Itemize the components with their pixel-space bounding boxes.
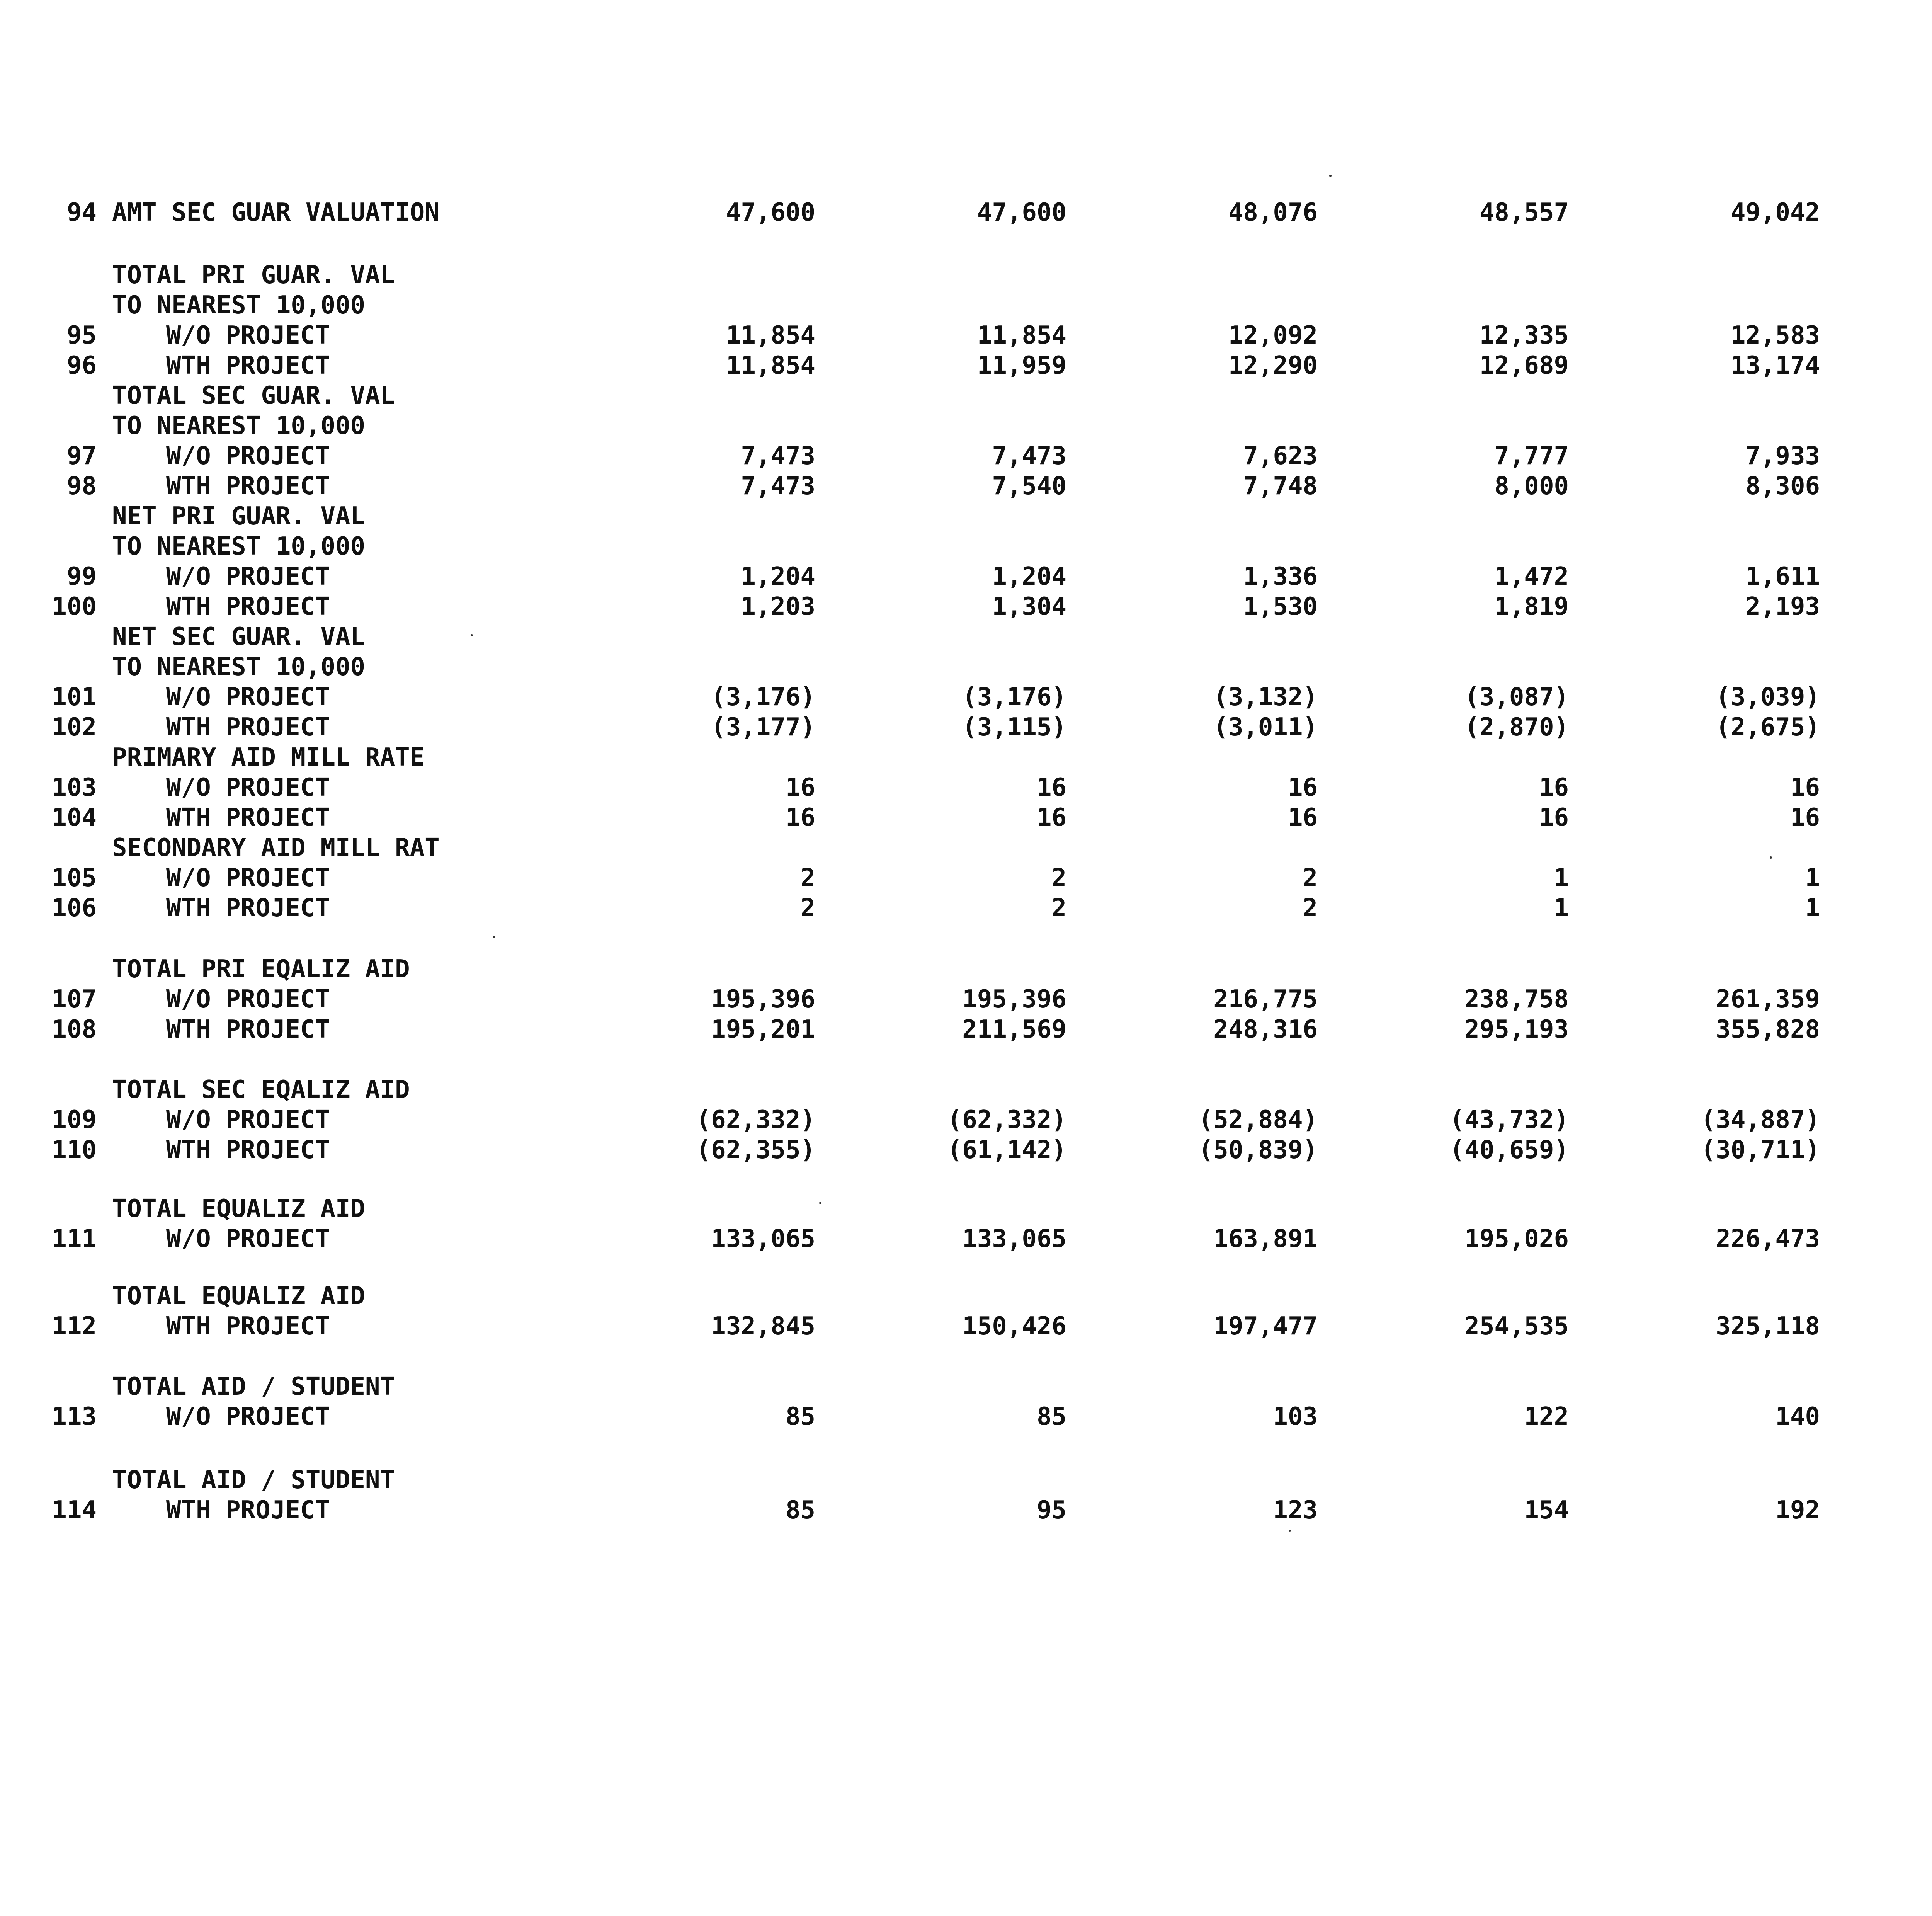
value-cell	[1839, 1495, 1932, 1526]
row-number: 95	[66, 321, 97, 350]
value-cell: (3,176)	[962, 683, 1066, 711]
value-cell: 11,959	[977, 351, 1066, 380]
section-header: TOTAL SEC EQALIZ AID	[112, 1075, 410, 1104]
row-number: 106	[52, 894, 97, 922]
value-cell: 140	[1775, 1402, 1820, 1431]
value-cell: (3,177)	[711, 713, 815, 742]
section-header-row	[0, 1371, 1932, 1402]
section-header: TO NEAREST 10,000	[112, 532, 366, 561]
row-label: WTH PROJECT	[166, 472, 330, 500]
table-row	[0, 863, 1932, 893]
value-cell: 1,204	[992, 562, 1066, 591]
row-number: 104	[52, 803, 97, 832]
value-cell: 16	[1790, 803, 1820, 832]
row-number: 111	[52, 1225, 97, 1253]
value-cell: 1,819	[1494, 592, 1569, 621]
row-number: 112	[52, 1312, 97, 1341]
value-cell: 16	[1287, 773, 1318, 802]
value-cell: 192	[1775, 1496, 1820, 1525]
table-row	[0, 712, 1932, 743]
value-cell: 47,600	[977, 198, 1066, 227]
value-cell: 49,042	[1730, 198, 1820, 227]
table-row	[0, 350, 1932, 381]
value-cell: 16	[1287, 803, 1318, 832]
value-cell: 11,854	[726, 351, 815, 380]
value-cell: (34,887)	[1701, 1106, 1820, 1134]
value-cell: 133,065	[711, 1225, 815, 1253]
value-cell	[1839, 320, 1932, 351]
value-cell: 1,472	[1494, 562, 1569, 591]
value-cell: 12,092	[1228, 321, 1318, 350]
section-header-row	[0, 410, 1932, 441]
row-label: W/O PROJECT	[166, 864, 330, 892]
value-cell: (3,039)	[1716, 683, 1820, 711]
value-cell: 2	[1303, 894, 1318, 922]
section-header-row	[0, 1465, 1932, 1496]
section-header: NET SEC GUAR. VAL	[112, 623, 366, 651]
print-speck	[819, 1202, 821, 1204]
value-cell: 2	[1303, 864, 1318, 892]
value-cell: 1,530	[1243, 592, 1318, 621]
table-row	[0, 772, 1932, 803]
table-row	[0, 441, 1932, 471]
section-header-row	[0, 832, 1932, 863]
section-header-row	[0, 1074, 1932, 1105]
value-cell	[1839, 984, 1932, 1015]
section-header: TO NEAREST 10,000	[112, 653, 366, 681]
section-header-row	[0, 954, 1932, 985]
value-cell: 7,540	[992, 472, 1066, 500]
value-cell: 355,828	[1716, 1015, 1820, 1044]
section-header-row	[0, 531, 1932, 562]
value-cell	[1839, 893, 1932, 924]
value-cell: 1	[1805, 894, 1820, 922]
value-cell: 123	[1273, 1496, 1318, 1525]
value-cell	[1839, 1104, 1932, 1135]
section-header: TOTAL SEC GUAR. VAL	[112, 381, 395, 410]
value-cell: 325,118	[1716, 1312, 1820, 1341]
table-row	[0, 197, 1932, 228]
value-cell: 2	[800, 894, 815, 922]
section-header: TOTAL AID / STUDENT	[112, 1372, 395, 1401]
section-header: TO NEAREST 10,000	[112, 291, 366, 320]
section-header: TO NEAREST 10,000	[112, 412, 366, 440]
value-cell: 85	[1036, 1402, 1066, 1431]
section-header: TOTAL PRI EQALIZ AID	[112, 955, 410, 984]
print-speck	[1329, 175, 1332, 177]
value-cell: 103	[1273, 1402, 1318, 1431]
section-header: NET PRI GUAR. VAL	[112, 502, 366, 531]
value-cell	[1839, 471, 1932, 502]
table-row	[0, 984, 1932, 1015]
row-number: 108	[52, 1015, 97, 1044]
value-cell: 11,854	[726, 321, 815, 350]
print-speck	[493, 936, 495, 938]
row-number: 109	[52, 1106, 97, 1134]
table-row	[0, 802, 1932, 833]
print-speck	[1770, 856, 1772, 859]
section-header: TOTAL EQUALIZ AID	[112, 1282, 366, 1310]
value-cell: (61,142)	[947, 1136, 1066, 1164]
value-cell: 85	[785, 1496, 815, 1525]
value-cell: (62,355)	[696, 1136, 815, 1164]
row-number: 100	[52, 592, 97, 621]
value-cell	[1839, 863, 1932, 893]
section-header-row	[0, 742, 1932, 773]
value-cell: 16	[1539, 803, 1569, 832]
value-cell: 248,316	[1213, 1015, 1318, 1044]
value-cell: (2,675)	[1716, 713, 1820, 742]
value-cell: 197,477	[1213, 1312, 1318, 1341]
row-number: 99	[66, 562, 97, 591]
table-row	[0, 1495, 1932, 1526]
value-cell	[1839, 712, 1932, 743]
row-label: W/O PROJECT	[166, 773, 330, 802]
value-cell: (43,732)	[1449, 1106, 1569, 1134]
value-cell: 254,535	[1464, 1312, 1569, 1341]
value-cell: 2	[1051, 864, 1066, 892]
value-cell: 48,076	[1228, 198, 1318, 227]
row-number: 98	[66, 472, 97, 500]
value-cell: (40,659)	[1449, 1136, 1569, 1164]
value-cell: 1	[1805, 864, 1820, 892]
value-cell: 7,748	[1243, 472, 1318, 500]
value-cell: (3,176)	[711, 683, 815, 711]
row-label: W/O PROJECT	[166, 321, 330, 350]
table-row	[0, 1104, 1932, 1135]
value-cell: 16	[1539, 773, 1569, 802]
value-cell: 238,758	[1464, 985, 1569, 1014]
section-header-row	[0, 621, 1932, 652]
section-header-row	[0, 652, 1932, 682]
value-cell	[1839, 1401, 1932, 1432]
row-number: 102	[52, 713, 97, 742]
print-speck	[471, 634, 473, 636]
value-cell: 12,335	[1479, 321, 1569, 350]
value-cell	[1839, 1014, 1932, 1045]
table-row	[0, 561, 1932, 592]
row-label: WTH PROJECT	[166, 803, 330, 832]
row-label: W/O PROJECT	[166, 562, 330, 591]
row-number: 94	[66, 198, 97, 227]
value-cell	[1839, 350, 1932, 381]
section-header-row	[0, 501, 1932, 532]
value-cell: 1,203	[741, 592, 815, 621]
value-cell: 16	[1790, 773, 1820, 802]
row-number: 113	[52, 1402, 97, 1431]
value-cell: 1	[1554, 864, 1569, 892]
row-label: W/O PROJECT	[166, 985, 330, 1014]
print-speck	[1289, 1530, 1291, 1532]
value-cell: 12,583	[1730, 321, 1820, 350]
row-number: 97	[66, 442, 97, 470]
row-label: WTH PROJECT	[166, 351, 330, 380]
value-cell: 226,473	[1716, 1225, 1820, 1253]
section-header-row	[0, 380, 1932, 411]
section-header: PRIMARY AID MILL RATE	[112, 743, 425, 772]
value-cell: 95	[1036, 1496, 1066, 1525]
section-header-row	[0, 290, 1932, 321]
value-cell	[1839, 1311, 1932, 1342]
value-cell: 195,396	[962, 985, 1066, 1014]
table-row	[0, 591, 1932, 622]
value-cell: 2	[1051, 894, 1066, 922]
value-cell: 12,290	[1228, 351, 1318, 380]
section-header: SECONDARY AID MILL RAT	[112, 834, 440, 862]
value-cell: (30,711)	[1701, 1136, 1820, 1164]
section-header: TOTAL AID / STUDENT	[112, 1466, 395, 1494]
row-label: WTH PROJECT	[166, 713, 330, 742]
value-cell: 16	[1036, 773, 1066, 802]
value-cell: 1,304	[992, 592, 1066, 621]
value-cell: (50,839)	[1198, 1136, 1318, 1164]
value-cell: 1,611	[1745, 562, 1820, 591]
row-label: W/O PROJECT	[166, 1225, 330, 1253]
row-number: 107	[52, 985, 97, 1014]
table-row	[0, 1014, 1932, 1045]
row-label: WTH PROJECT	[166, 1015, 330, 1044]
row-label: AMT SEC GUAR VALUATION	[112, 198, 440, 227]
row-number: 96	[66, 351, 97, 380]
value-cell: 1	[1554, 894, 1569, 922]
value-cell	[1839, 591, 1932, 622]
value-cell: 7,473	[741, 442, 815, 470]
value-cell: 7,473	[741, 472, 815, 500]
value-cell: 47,600	[726, 198, 815, 227]
value-cell: (3,115)	[962, 713, 1066, 742]
value-cell: (3,087)	[1464, 683, 1569, 711]
value-cell: (2,870)	[1464, 713, 1569, 742]
value-cell: (62,332)	[947, 1106, 1066, 1134]
value-cell: 195,201	[711, 1015, 815, 1044]
table-row	[0, 471, 1932, 502]
table-row	[0, 1401, 1932, 1432]
value-cell: 7,623	[1243, 442, 1318, 470]
value-cell: 12,689	[1479, 351, 1569, 380]
value-cell: 13,174	[1730, 351, 1820, 380]
value-cell: (62,332)	[696, 1106, 815, 1134]
value-cell: 122	[1524, 1402, 1569, 1431]
row-number: 110	[52, 1136, 97, 1164]
value-cell: 195,026	[1464, 1225, 1569, 1253]
section-header: TOTAL EQUALIZ AID	[112, 1195, 366, 1223]
value-cell	[1839, 197, 1932, 228]
value-cell: 16	[785, 773, 815, 802]
value-cell	[1839, 1135, 1932, 1166]
row-label: WTH PROJECT	[166, 1496, 330, 1525]
value-cell: 11,854	[977, 321, 1066, 350]
value-cell: 216,775	[1213, 985, 1318, 1014]
row-label: W/O PROJECT	[166, 1106, 330, 1134]
value-cell: 163,891	[1213, 1225, 1318, 1253]
row-number: 101	[52, 683, 97, 711]
value-cell: 154	[1524, 1496, 1569, 1525]
value-cell: 16	[785, 803, 815, 832]
table-row	[0, 682, 1932, 713]
value-cell: 7,473	[992, 442, 1066, 470]
value-cell: 16	[1036, 803, 1066, 832]
value-cell: 8,000	[1494, 472, 1569, 500]
value-cell	[1839, 1223, 1932, 1254]
value-cell: (3,011)	[1213, 713, 1318, 742]
value-cell: (52,884)	[1198, 1106, 1318, 1134]
value-cell: 7,777	[1494, 442, 1569, 470]
table-row	[0, 1135, 1932, 1166]
value-cell	[1839, 441, 1932, 471]
row-label: WTH PROJECT	[166, 592, 330, 621]
section-header-row	[0, 1281, 1932, 1312]
value-cell: 1,336	[1243, 562, 1318, 591]
value-cell: 150,426	[962, 1312, 1066, 1341]
value-cell: 85	[785, 1402, 815, 1431]
row-label: W/O PROJECT	[166, 683, 330, 711]
row-label: WTH PROJECT	[166, 1312, 330, 1341]
row-label: W/O PROJECT	[166, 442, 330, 470]
value-cell	[1839, 561, 1932, 592]
row-number: 103	[52, 773, 97, 802]
section-header: TOTAL PRI GUAR. VAL	[112, 261, 395, 289]
table-row	[0, 893, 1932, 924]
table-row	[0, 1311, 1932, 1342]
value-cell: 2	[800, 864, 815, 892]
value-cell: 8,306	[1745, 472, 1820, 500]
section-header-row	[0, 260, 1932, 291]
value-cell: 133,065	[962, 1225, 1066, 1253]
value-cell: 295,193	[1464, 1015, 1569, 1044]
value-cell: 2,193	[1745, 592, 1820, 621]
value-cell: 1,204	[741, 562, 815, 591]
table-row	[0, 320, 1932, 351]
value-cell: (3,132)	[1213, 683, 1318, 711]
value-cell: 132,845	[711, 1312, 815, 1341]
value-cell: 261,359	[1716, 985, 1820, 1014]
value-cell: 7,933	[1745, 442, 1820, 470]
row-label: W/O PROJECT	[166, 1402, 330, 1431]
value-cell	[1839, 772, 1932, 803]
value-cell	[1839, 802, 1932, 833]
value-cell	[1839, 682, 1932, 713]
value-cell: 195,396	[711, 985, 815, 1014]
value-cell: 48,557	[1479, 198, 1569, 227]
row-number: 114	[52, 1496, 97, 1525]
row-label: WTH PROJECT	[166, 1136, 330, 1164]
section-header-row	[0, 1193, 1932, 1224]
value-cell: 211,569	[962, 1015, 1066, 1044]
row-number: 105	[52, 864, 97, 892]
table-row	[0, 1223, 1932, 1254]
row-label: WTH PROJECT	[166, 894, 330, 922]
